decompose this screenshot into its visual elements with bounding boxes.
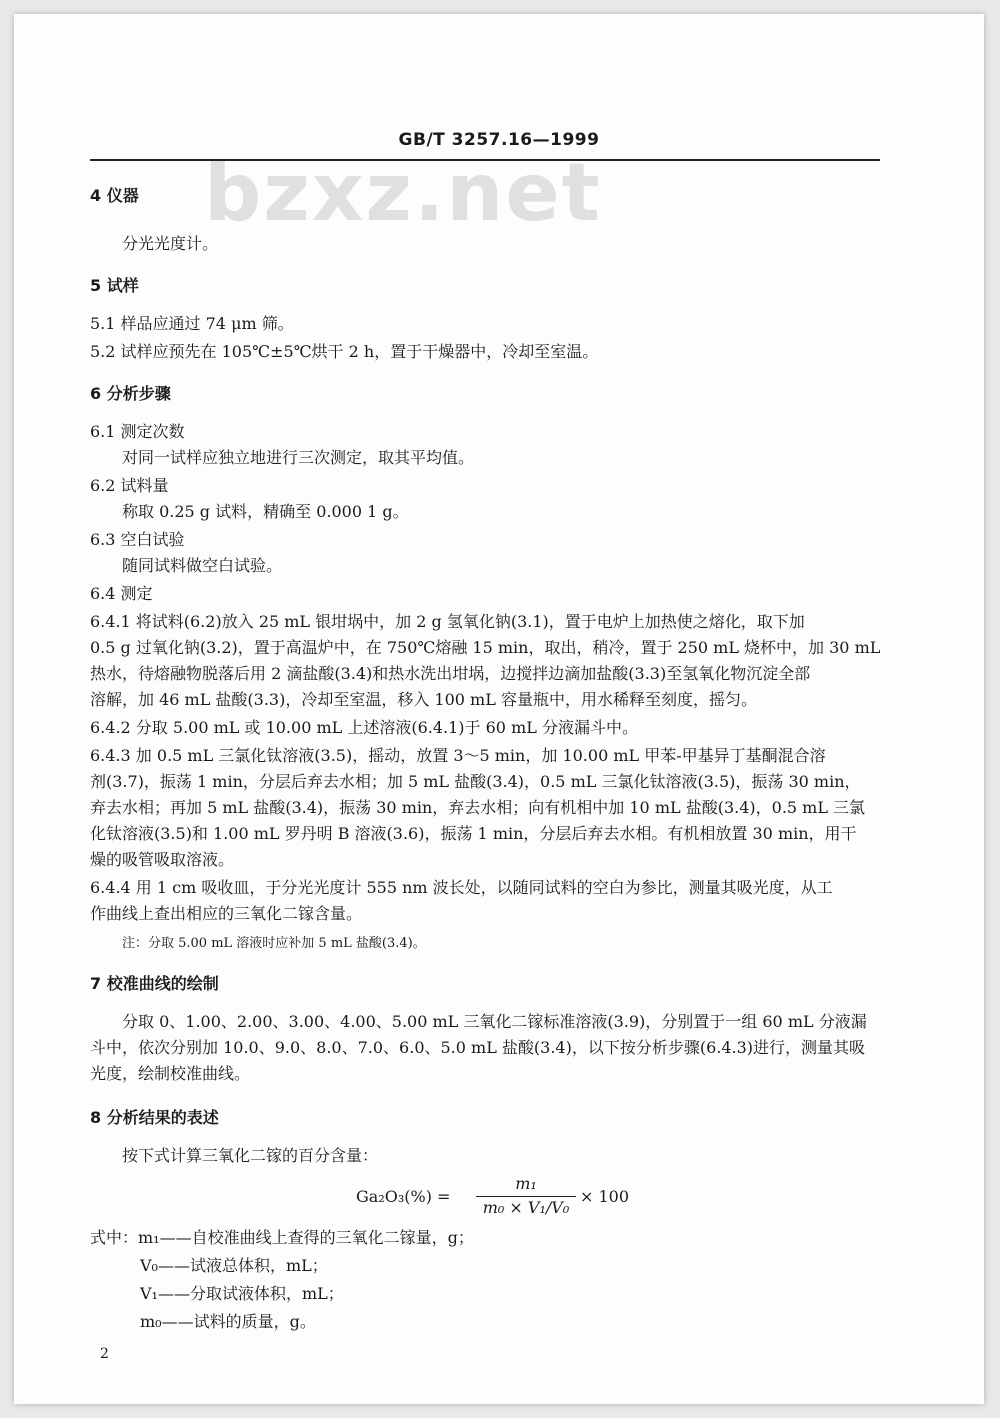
page-number: 2 xyxy=(100,1346,109,1362)
item-5-1: 5.1 样品应通过 74 μm 筛。 xyxy=(90,314,294,333)
item-6-4-3-line: 6.4.3 加 0.5 mL 三氯化钛溶液(3.5)，摇动，放置 3～5 min，加 10.00 mL 甲苯-甲基异丁基酮混合溶 xyxy=(90,746,826,765)
section-5-title: 5 试样 xyxy=(90,276,139,295)
section-7-line: 光度，绘制校准曲线。 xyxy=(90,1064,251,1083)
definition-line: 式中：m₁——自校准曲线上查得的三氧化二镓量，g； xyxy=(90,1228,474,1247)
section-8-title: 8 分析结果的表述 xyxy=(90,1108,219,1127)
definition-line: V₀——试液总体积，mL； xyxy=(140,1256,328,1275)
item-6-4-3-line: 剂(3.7)，振荡 1 min，分层后弃去水相；加 5 mL 盐酸(3.4)，0.5 mL 三氯化钛溶液(3.5)，振荡 30 min， xyxy=(90,772,861,791)
section-7-line: 斗中，依次分别加 10.0、9.0、8.0、7.0、6.0、5.0 mL 盐酸(3.4)，以下按分析步骤(6.4.3)进行，测量其吸 xyxy=(90,1038,866,1057)
item-6-4-4-line: 6.4.4 用 1 cm 吸收皿，于分光光度计 555 nm 波长处，以随同试料的空白为参比，测量其吸光度，从工 xyxy=(90,878,833,897)
formula-denominator: m₀ × V₁/V₀ xyxy=(482,1198,570,1217)
item-6-1-title: 6.1 测定次数 xyxy=(90,422,185,441)
standard-code-header: GB/T 3257.16—1999 xyxy=(398,130,600,150)
section-7-line: 分取 0、1.00、2.00、3.00、4.00、5.00 mL 三氧化二镓标准溶液(3.9)，分别置于一组 60 mL 分液漏 xyxy=(122,1012,867,1031)
item-6-4-4-line: 作曲线上查出相应的三氧化二镓含量。 xyxy=(90,904,363,923)
item-6-4-1-line: 溶解，加 46 mL 盐酸(3.3)，冷却至室温，移入 100 mL 容量瓶中，用水稀释至刻度，摇匀。 xyxy=(90,690,757,709)
item-6-4-title: 6.4 测定 xyxy=(90,584,153,603)
section-4-title: 4 仪器 xyxy=(90,186,139,205)
item-6-2-text: 称取 0.25 g 试料，精确至 0.000 1 g。 xyxy=(122,502,409,521)
item-6-3-title: 6.3 空白试验 xyxy=(90,530,185,549)
item-6-4-3-line: 化钛溶液(3.5)和 1.00 mL 罗丹明 B 溶液(3.6)，振荡 1 min，分层后弃去水相。有机相放置 30 min，用干 xyxy=(90,824,857,843)
formula-lhs: Ga₂O₃(%) = xyxy=(356,1187,451,1206)
item-6-3-text: 随同试料做空白试验。 xyxy=(122,556,283,575)
item-6-1-text: 对同一试样应独立地进行三次测定，取其平均值。 xyxy=(122,448,475,467)
section-7-title: 7 校准曲线的绘制 xyxy=(90,974,219,993)
item-6-4-2: 6.4.2 分取 5.00 mL 或 10.00 mL 上述溶液(6.4.1)于 60 mL 分液漏斗中。 xyxy=(90,718,638,737)
item-6-4-1-line: 热水，待熔融物脱落后用 2 滴盐酸(3.4)和热水洗出坩埚，边搅拌边滴加盐酸(3.3)至氢氧化物沉淀全部 xyxy=(90,664,811,683)
item-6-2-title: 6.2 试料量 xyxy=(90,476,169,495)
item-5-2: 5.2 试样应预先在 105℃±5℃烘干 2 h，置于干燥器中，冷却至室温。 xyxy=(90,342,599,361)
watermark: bzxz.net xyxy=(204,146,602,239)
item-6-4-1-line: 6.4.1 将试料(6.2)放入 25 mL 银坩埚中，加 2 g 氢氧化钠(3.1)，置于电炉上加热使之熔化，取下加 xyxy=(90,612,805,631)
item-6-4-3-line: 燥的吸管吸取溶液。 xyxy=(90,850,235,869)
item-6-4-1-line: 0.5 g 过氧化钠(3.2)，置于高温炉中，在 750℃熔融 15 min，取出，稍冷，置于 250 mL 烧杯中，加 30 mL xyxy=(90,638,881,657)
section-6-title: 6 分析步骤 xyxy=(90,384,171,403)
section-4-text: 分光光度计。 xyxy=(122,234,219,253)
formula-intro: 按下式计算三氧化二镓的百分含量： xyxy=(122,1146,379,1165)
document-page xyxy=(14,14,984,1404)
formula-numerator: m₁ xyxy=(515,1174,537,1193)
item-6-4-3-line: 弃去水相；再加 5 mL 盐酸(3.4)，振荡 30 min，弃去水相；向有机相中加 10 mL 盐酸(3.4)，0.5 mL 三氯 xyxy=(90,798,866,817)
definition-line: m₀——试料的质量，g。 xyxy=(140,1312,316,1331)
note-text: 注：分取 5.00 mL 溶液时应补加 5 mL 盐酸(3.4)。 xyxy=(122,936,426,951)
formula-rhs: × 100 xyxy=(580,1187,630,1206)
header-rule xyxy=(90,159,880,161)
fraction-bar xyxy=(476,1196,576,1197)
definition-line: V₁——分取试液体积，mL； xyxy=(140,1284,344,1303)
